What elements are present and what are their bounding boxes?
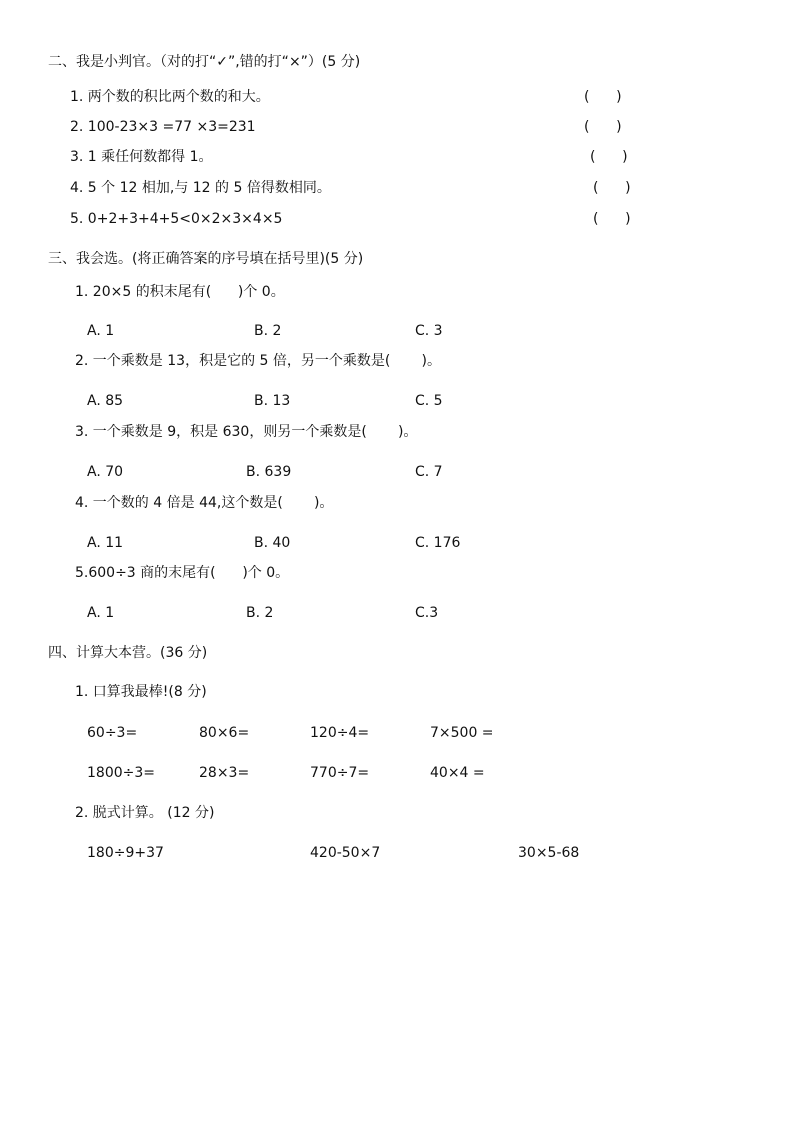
step-calculation-problem: 420-50×7 <box>310 845 381 861</box>
choice-question-5: 5.600÷3 商的末尾有( )个 0。 <box>75 565 290 581</box>
judge-answer-blank-5[interactable]: ( ) <box>593 211 631 227</box>
choice-option-b[interactable]: B. 40 <box>254 535 291 551</box>
mental-math-problem: 40×4 = <box>430 765 485 781</box>
judge-item-2: 2. 100-23×3 =77 ×3=231 <box>70 119 256 135</box>
judge-answer-blank-1[interactable]: ( ) <box>584 89 622 105</box>
choice-option-b[interactable]: B. 639 <box>246 464 292 480</box>
choice-option-b[interactable]: B. 2 <box>246 605 274 621</box>
section-3-title: 三、我会选。(将正确答案的序号填在括号里)(5 分) <box>48 251 364 267</box>
choice-question-2: 2. 一个乘数是 13，积是它的 5 倍，另一个乘数是( )。 <box>75 353 441 369</box>
judge-answer-blank-3[interactable]: ( ) <box>590 149 628 165</box>
choice-option-a[interactable]: A. 1 <box>87 605 115 621</box>
choice-question-4: 4. 一个数的 4 倍是 44,这个数是( )。 <box>75 495 334 511</box>
choice-option-c[interactable]: C. 5 <box>415 393 443 409</box>
choice-option-a[interactable]: A. 11 <box>87 535 124 551</box>
choice-option-b[interactable]: B. 13 <box>254 393 291 409</box>
choice-option-c[interactable]: C.3 <box>415 605 439 621</box>
choice-option-a[interactable]: A. 70 <box>87 464 124 480</box>
choice-option-a[interactable]: A. 85 <box>87 393 124 409</box>
choice-option-c[interactable]: C. 176 <box>415 535 461 551</box>
mental-math-problem: 60÷3= <box>87 725 138 741</box>
step-calculation-problem: 30×5-68 <box>518 845 580 861</box>
choice-option-b[interactable]: B. 2 <box>254 323 282 339</box>
choice-option-a[interactable]: A. 1 <box>87 323 115 339</box>
section-2-title: 二、我是小判官。（对的打“✓”,错的打“×”）(5 分) <box>48 54 361 70</box>
mental-math-heading: 1. 口算我最棒!(8 分) <box>75 684 207 700</box>
step-calculation-heading: 2. 脱式计算。 (12 分) <box>75 805 215 821</box>
judge-answer-blank-2[interactable]: ( ) <box>584 119 622 135</box>
judge-answer-blank-4[interactable]: ( ) <box>593 180 631 196</box>
mental-math-problem: 120÷4= <box>310 725 370 741</box>
mental-math-problem: 770÷7= <box>310 765 370 781</box>
mental-math-problem: 1800÷3= <box>87 765 155 781</box>
judge-item-4: 4. 5 个 12 相加,与 12 的 5 倍得数相同。 <box>70 180 331 196</box>
choice-option-c[interactable]: C. 7 <box>415 464 443 480</box>
choice-question-1: 1. 20×5 的积末尾有( )个 0。 <box>75 284 285 300</box>
mental-math-problem: 28×3= <box>199 765 250 781</box>
choice-option-c[interactable]: C. 3 <box>415 323 443 339</box>
choice-question-3: 3. 一个乘数是 9，积是 630，则另一个乘数是( )。 <box>75 424 418 440</box>
mental-math-problem: 80×6= <box>199 725 250 741</box>
judge-item-5: 5. 0+2+3+4+5<0×2×3×4×5 <box>70 211 283 227</box>
section-4-title: 四、计算大本营。(36 分) <box>48 645 208 661</box>
mental-math-problem: 7×500 = <box>430 725 494 741</box>
judge-item-1: 1. 两个数的积比两个数的和大。 <box>70 89 270 105</box>
judge-item-3: 3. 1 乘任何数都得 1。 <box>70 149 213 165</box>
step-calculation-problem: 180÷9+37 <box>87 845 164 861</box>
